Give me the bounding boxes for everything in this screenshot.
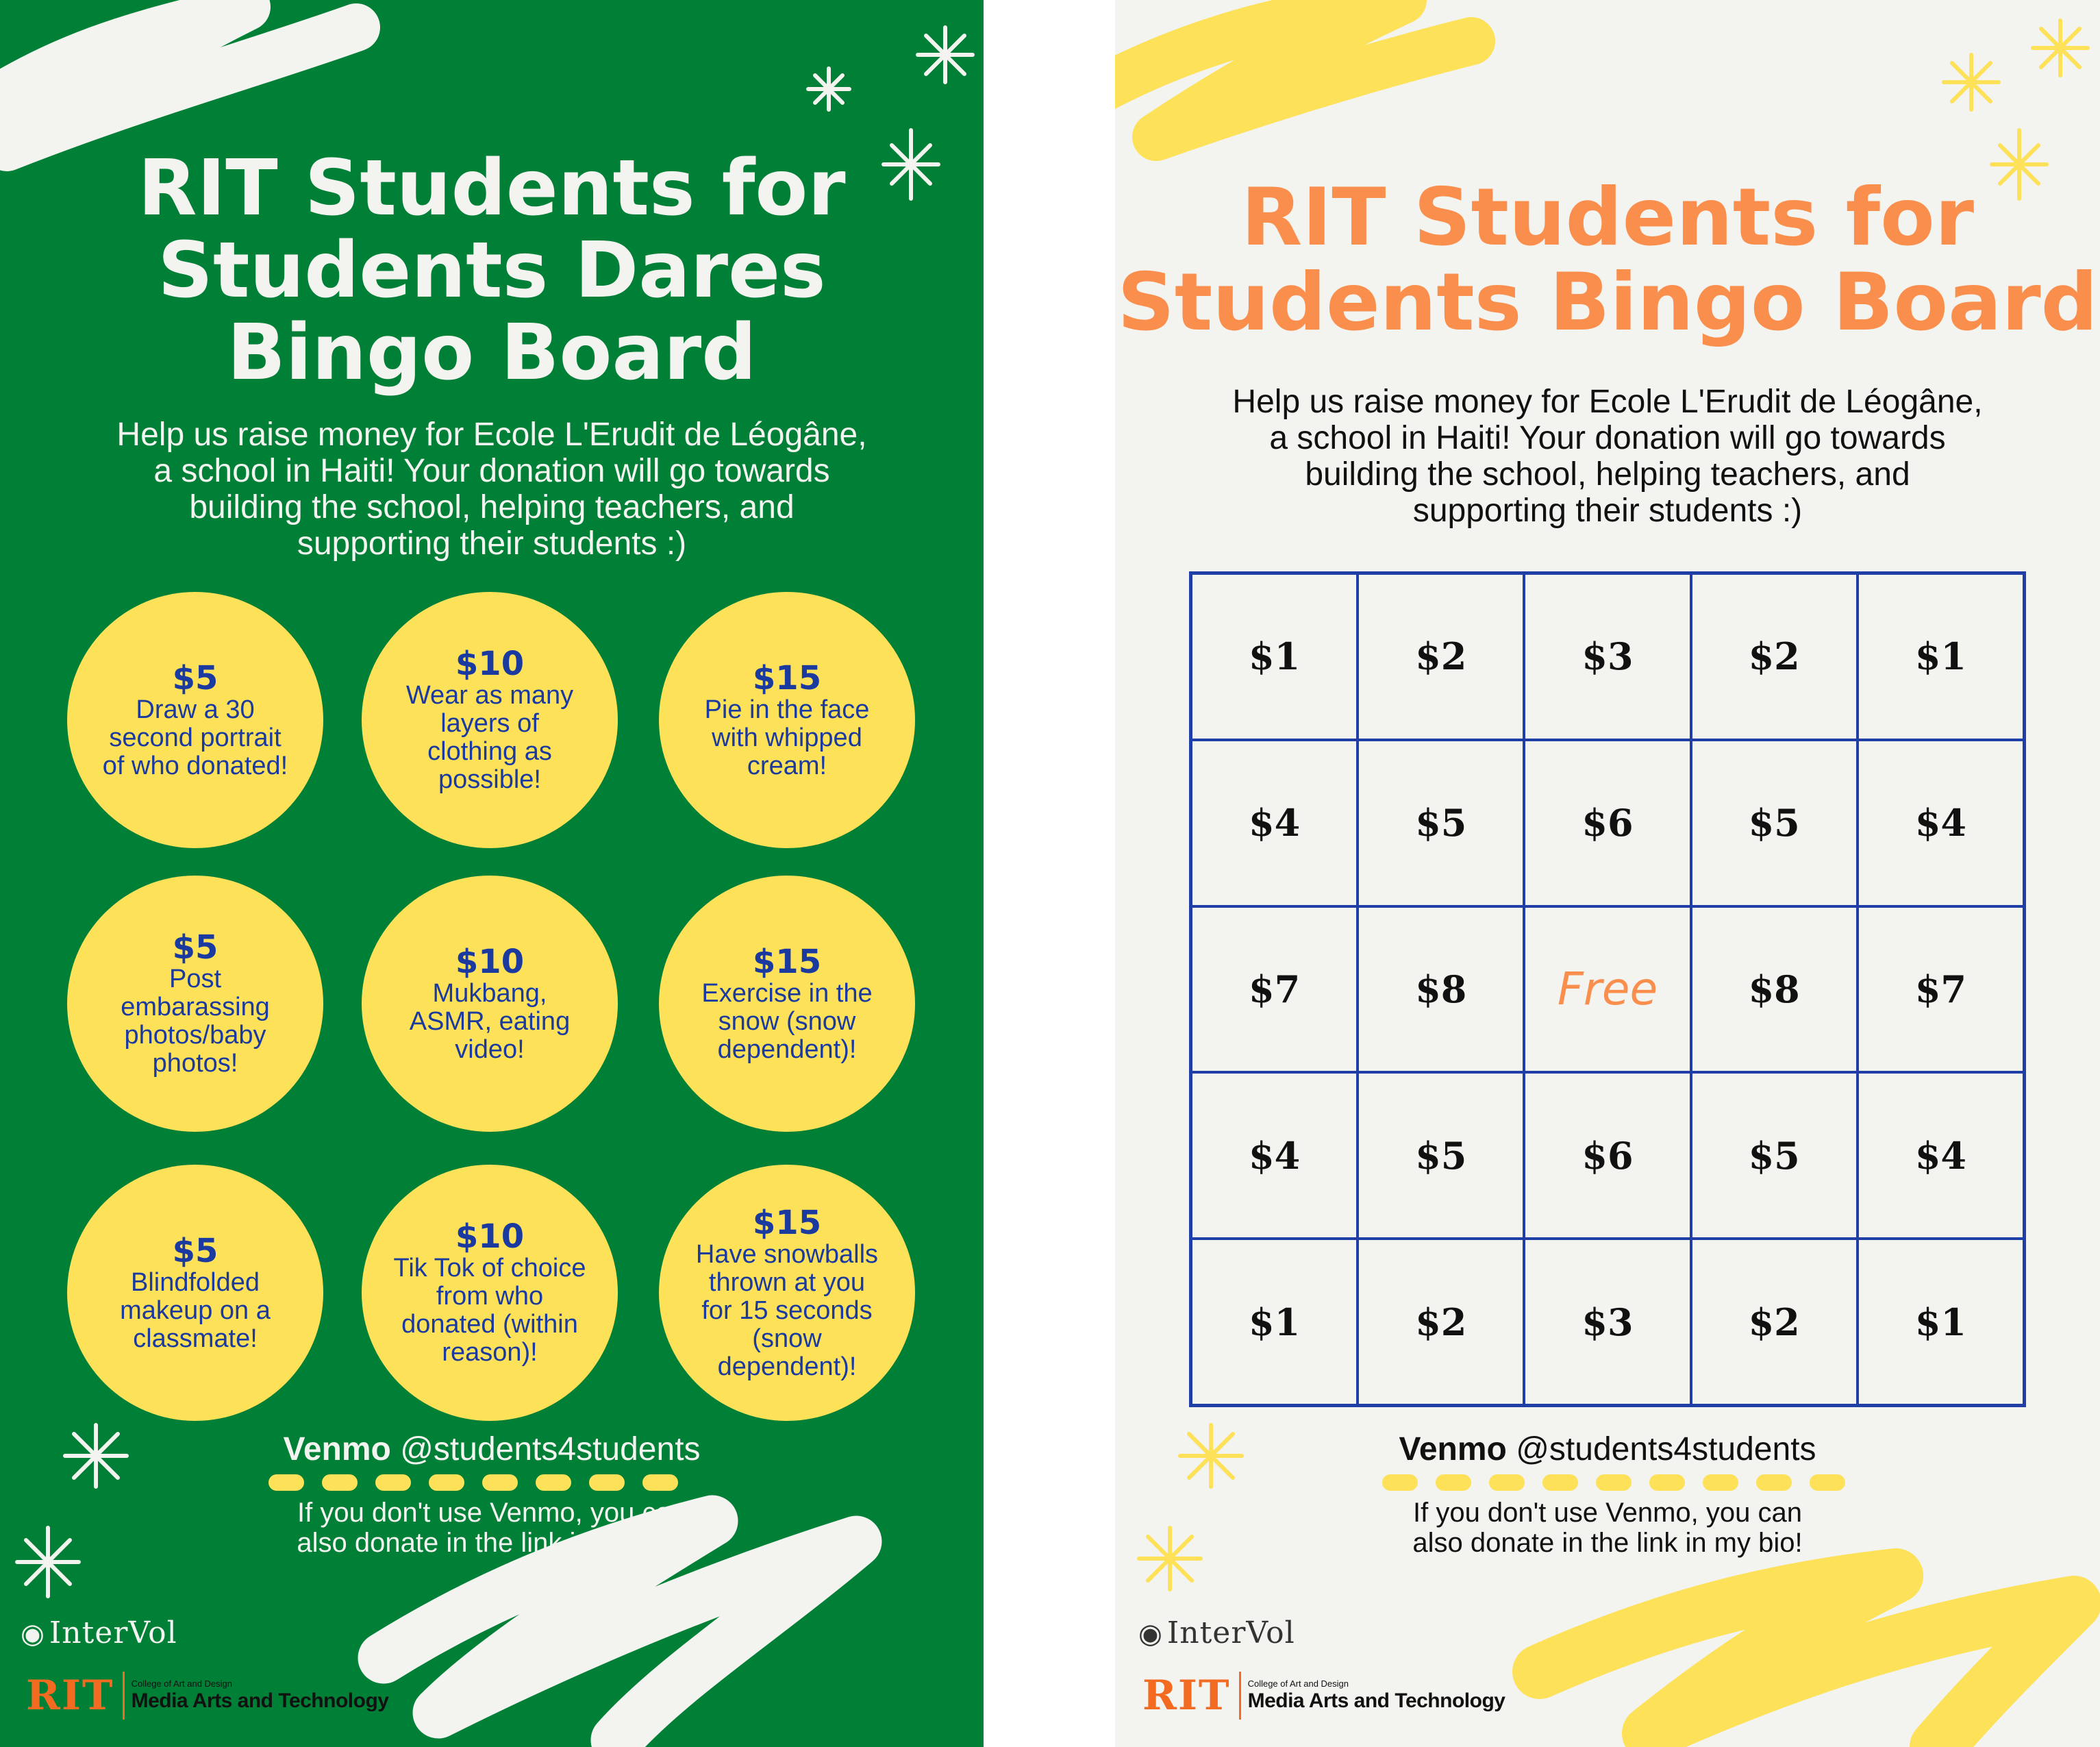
venmo-label: Venmo — [283, 1431, 391, 1467]
dare-line: dependent)! — [717, 1034, 857, 1064]
dare-amount: $15 — [752, 942, 822, 981]
bingo-cell: $1 — [1858, 1239, 2024, 1405]
brush-stroke-top — [0, 7, 356, 147]
bingo-cell: $8 — [1691, 906, 1858, 1073]
poster-title — [1115, 171, 2100, 349]
note-line: also donate in the link in my bio! — [1412, 1528, 1803, 1558]
title-line: Bingo Board — [227, 308, 757, 397]
bingo-cell: $7 — [1858, 906, 2024, 1073]
title-line: Students Bingo Board — [1117, 256, 2098, 349]
globe-torch-icon: ◉ — [1138, 1618, 1163, 1650]
bingo-cell: $4 — [1858, 740, 2024, 906]
dare-description — [696, 1241, 878, 1381]
venmo-handle — [1115, 1430, 2100, 1468]
dare-description — [701, 980, 872, 1064]
description-line: supporting their students :) — [1412, 493, 1803, 529]
intervol-name: InterVol — [49, 1615, 177, 1650]
venmo-handle — [0, 1430, 984, 1468]
bingo-cell: $3 — [1524, 1239, 1690, 1405]
dare-description — [705, 696, 870, 780]
dare-line: Have snowballs — [695, 1239, 879, 1269]
dare-line: Pie in the face — [704, 695, 870, 724]
dare-line: Post — [168, 965, 222, 993]
bingo-cell: $8 — [1358, 906, 1524, 1073]
dare-line: Mukbang, — [432, 978, 547, 1008]
bingo-cell: $2 — [1358, 1239, 1524, 1405]
dare-description — [121, 965, 270, 1078]
dotted-divider — [268, 1474, 678, 1491]
dare-circle — [659, 1165, 915, 1421]
description-line: Help us raise money for Ecole L'Erudit de Léogâne, — [116, 417, 867, 453]
dare-line: Draw a 30 — [136, 695, 255, 724]
note-line: also donate in the link in my bio! — [297, 1528, 687, 1558]
bingo-cell: $4 — [1191, 740, 1358, 906]
dare-line: reason)! — [442, 1338, 538, 1367]
bingo-cell: $3 — [1524, 573, 1690, 740]
dare-line: ASMR, eating — [409, 1006, 571, 1036]
donation-note — [1115, 1498, 2100, 1558]
dare-circle — [362, 876, 618, 1132]
bingo-cell: $2 — [1358, 573, 1524, 740]
dare-line: thrown at you — [708, 1267, 866, 1297]
dare-description — [394, 1254, 586, 1367]
intervol-logo — [21, 1615, 177, 1650]
donation-note — [0, 1498, 984, 1558]
dare-circle — [362, 592, 618, 848]
dare-description — [406, 682, 573, 794]
description-line: a school in Haiti! Your donation will go towards — [1269, 420, 1946, 456]
dare-line: layers of — [440, 709, 539, 738]
dare-amount: $10 — [455, 942, 525, 981]
intervol-logo — [1138, 1615, 1295, 1650]
rit-logo — [1142, 1672, 1505, 1720]
title-line: RIT Students for — [138, 144, 846, 233]
venmo-label: Venmo — [1399, 1431, 1507, 1467]
bingo-cell: $1 — [1191, 573, 1358, 740]
dare-line: possible! — [438, 765, 541, 794]
description-line: supporting their students :) — [297, 525, 687, 562]
rit-program: Media Arts and Technology — [1247, 1689, 1505, 1712]
dare-line: Tik Tok of choice — [393, 1254, 586, 1283]
description-line: Help us raise money for Ecole L'Erudit de Léogâne, — [1232, 384, 1983, 420]
intervol-name: InterVol — [1166, 1615, 1295, 1650]
bingo-cell: $4 — [1858, 1072, 2024, 1239]
brush-stroke-bottom — [1540, 1576, 2074, 1747]
bingo-cell: $2 — [1691, 1239, 1858, 1405]
bingo-board-poster — [1115, 0, 2100, 1747]
dare-line: snow (snow — [718, 1006, 856, 1036]
dare-line: classmate! — [133, 1324, 258, 1353]
dare-line: (snow — [752, 1324, 822, 1353]
rit-college: College of Art and Design — [1247, 1678, 1349, 1689]
bingo-cell: $5 — [1358, 740, 1524, 906]
venmo-username: @students4students — [1516, 1431, 1816, 1467]
dare-line: dependent)! — [717, 1352, 857, 1381]
bingo-cell: $6 — [1524, 1072, 1690, 1239]
brush-stroke-top — [1115, 0, 1471, 137]
dare-line: makeup on a — [120, 1296, 271, 1325]
dare-line: of who donated! — [102, 751, 288, 780]
bingo-cell: $1 — [1191, 1239, 1358, 1405]
dare-amount: $5 — [172, 928, 218, 967]
dare-line: Exercise in the — [701, 978, 873, 1008]
dare-line: Blindfolded — [130, 1267, 260, 1297]
dare-amount: $5 — [172, 1231, 218, 1270]
bingo-cell: $7 — [1191, 906, 1358, 1073]
dare-line: cream! — [747, 751, 827, 780]
dare-line: second portrait — [109, 723, 282, 752]
bingo-cell: $4 — [1191, 1072, 1358, 1239]
dare-description — [410, 980, 570, 1064]
dotted-divider — [1382, 1474, 1845, 1491]
dare-line: Wear as many — [405, 681, 574, 710]
dare-circle — [659, 592, 915, 848]
bingo-cell: $1 — [1858, 573, 2024, 740]
globe-torch-icon: ◉ — [21, 1618, 45, 1650]
dare-line: for 15 seconds — [701, 1296, 873, 1325]
dare-line: photos/baby — [124, 1021, 266, 1050]
dare-line: donated (within — [401, 1310, 578, 1339]
rit-program: Media Arts and Technology — [131, 1689, 389, 1712]
poster-title — [0, 144, 984, 397]
bingo-free-space: Free — [1524, 906, 1690, 1073]
dare-amount: $10 — [455, 645, 525, 683]
note-line: If you don't use Venmo, you can — [1412, 1498, 1802, 1528]
rit-department — [1248, 1678, 1505, 1713]
dare-amount: $5 — [172, 658, 218, 697]
dare-amount: $15 — [752, 658, 822, 697]
description-line: a school in Haiti! Your donation will go towards — [153, 453, 830, 489]
dare-line: video! — [455, 1034, 525, 1064]
dare-amount: $10 — [455, 1217, 525, 1256]
rit-department — [132, 1678, 389, 1713]
bingo-cell: $5 — [1691, 1072, 1858, 1239]
dare-line: clothing as — [427, 737, 552, 766]
dare-circle — [67, 592, 323, 848]
dare-description — [103, 696, 288, 780]
fundraiser-description — [1115, 384, 2100, 529]
dare-line: photos! — [152, 1049, 238, 1078]
description-line: building the school, helping teachers, and — [189, 489, 795, 525]
rit-wordmark: RIT — [1142, 1672, 1241, 1720]
bingo-cell: $6 — [1524, 740, 1690, 906]
bingo-cell: $5 — [1358, 1072, 1524, 1239]
dare-circle — [659, 876, 915, 1132]
dare-description — [120, 1269, 271, 1353]
title-line: RIT Students for — [1240, 171, 1975, 264]
venmo-username: @students4students — [400, 1431, 701, 1467]
dare-circle — [67, 1165, 323, 1421]
dare-line: with whipped — [712, 723, 862, 752]
bingo-cell: $5 — [1691, 740, 1858, 906]
rit-logo — [26, 1672, 388, 1720]
note-line: If you don't use Venmo, you can — [297, 1498, 686, 1528]
title-line: Students Dares — [158, 225, 826, 315]
dare-circle — [67, 876, 323, 1132]
bingo-grid — [1189, 571, 2026, 1407]
dare-circle — [362, 1165, 618, 1421]
rit-wordmark: RIT — [26, 1672, 125, 1720]
description-line: building the school, helping teachers, and — [1305, 456, 1910, 493]
fundraiser-description — [0, 417, 984, 562]
dare-line: from who — [436, 1282, 544, 1311]
dare-amount: $15 — [752, 1203, 822, 1242]
rit-college: College of Art and Design — [131, 1678, 233, 1689]
dares-bingo-poster — [0, 0, 984, 1747]
bingo-cell: $2 — [1691, 573, 1858, 740]
dare-line: embarassing — [121, 993, 270, 1021]
